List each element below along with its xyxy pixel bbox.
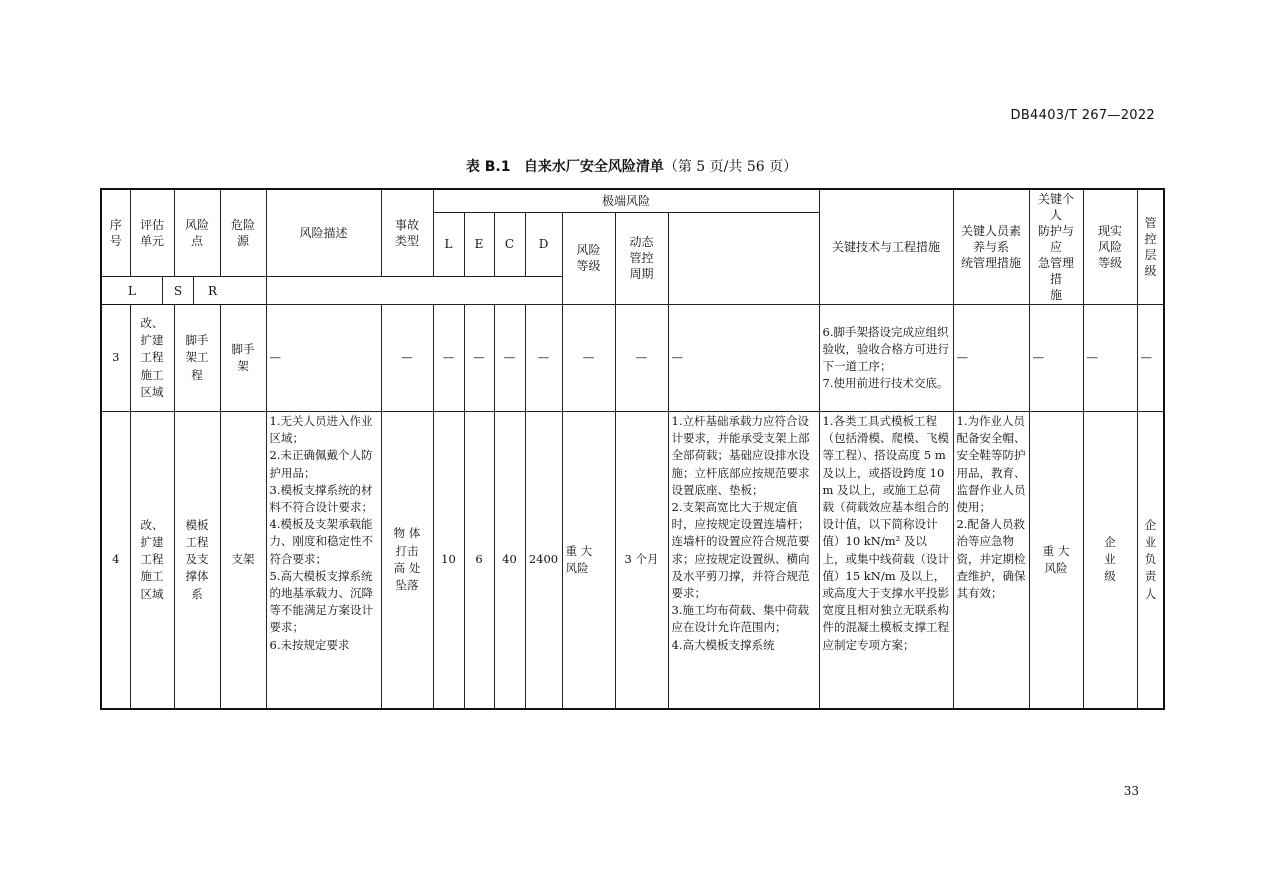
cell-accident-type: — (381, 305, 433, 412)
table-row (101, 412, 1164, 709)
cell-unit: 改、 扩建 工程 施工 区域 (130, 305, 174, 412)
cell-hazard: 支架 (220, 412, 266, 709)
cell-responsible: 企 业 负 责 人 (1137, 412, 1164, 709)
table-page-info: （第 5 页/共 56 页） (663, 159, 798, 175)
cell-personnel: 6.脚手架搭设完成应组织验收，验收合格方可进行下一道工序； 7.使用前进行技术交底。 (819, 305, 953, 412)
cell-L: — (433, 305, 464, 412)
header-E: E (464, 212, 494, 277)
header-tech-measures: 关键技术与工程措施 (819, 189, 953, 305)
cell-D: 2400 (525, 412, 562, 709)
cell-description: — (266, 305, 381, 412)
header-control-level: 管 控 层 级 (1137, 189, 1164, 305)
header-protection: 关键个人 防护与应 急管理措 施 (1029, 189, 1083, 305)
header-current-risk: 现实 风险 等级 (1083, 189, 1137, 305)
cell-C: — (494, 305, 525, 412)
header-extreme-risk: 极端风险 (433, 189, 819, 212)
cell-seq: 4 (101, 412, 130, 709)
cell-L: 10 (433, 412, 464, 709)
page-number: 33 (1123, 784, 1139, 798)
header-risk-level: 风险 等级 (562, 212, 615, 305)
cell-responsible: — (1137, 305, 1164, 412)
cell-protection: — (953, 305, 1029, 412)
table-title (0, 156, 1263, 176)
cell-risk-point: 模板 工程 及支 撑体 系 (174, 412, 220, 709)
cell-accident-type: 物 体 打击 高 处 坠落 (381, 412, 433, 709)
cell-control-level: 企 业 级 (1083, 412, 1137, 709)
header-control-cycle: 动态 管控 周期 (615, 212, 668, 305)
cell-risk-level: 重 大 风险 (562, 412, 615, 709)
cell-D: — (525, 305, 562, 412)
header-risk-point: 风险 点 (174, 189, 220, 277)
header-personnel: 关键人员素养与系 统管理措施 (953, 189, 1029, 305)
header-C: C (494, 212, 525, 277)
cell-E: — (464, 305, 494, 412)
table-label: 表 B.1 (465, 159, 511, 175)
header-accident-type: 事故 类型 (381, 189, 433, 277)
header-L: L (433, 212, 464, 277)
cell-tech-measures: 1.立杆基础承载力应符合设计要求，并能承受支架上部全部荷载；基础应设排水设施；立杆底部应按规范要求设置底座、垫板； 2.支架高宽比大于规定值时，应按规定设置连墙杆；连墙杆的设置应符合规范要求；应按规定设置纵、横向及水平剪刀撑，并符合规范要求； 3.施工均布荷载、集中荷载应在设计允许范围内； 4.高大模板支撑系统 (668, 412, 819, 709)
table-row (101, 305, 1164, 412)
header-D: D (525, 212, 562, 277)
cell-control-cycle: 3 个月 (615, 412, 668, 709)
cell-C: 40 (494, 412, 525, 709)
header-L2: L (102, 277, 163, 304)
cell-current-risk: — (1029, 305, 1083, 412)
cell-risk-level: — (562, 305, 615, 412)
header-hazard: 危险 源 (220, 189, 266, 277)
cell-description: 1.无关人员进入作业区域； 2.未正确佩戴个人防护用品； 3.模板支撑系统的材料不符合设计要求； 4.模板及支架承载能力、刚度和稳定性不符合要求； 5.高大模板支撑系统的地基承载力、沉降等不能满足方案设计要求； 6.未按规定要求 (266, 412, 381, 709)
header-unit: 评估 单元 (130, 189, 174, 277)
cell-seq: 3 (101, 305, 130, 412)
header-S: S (163, 277, 194, 304)
cell-E: 6 (464, 412, 494, 709)
cell-current-risk: 重 大 风险 (1029, 412, 1083, 709)
cell-unit: 改、 扩建 工程 施工 区域 (130, 412, 174, 709)
cell-tech-measures: — (668, 305, 819, 412)
table-name: 自来水厂安全风险清单 (523, 159, 664, 175)
header-description: 风险描述 (266, 189, 381, 277)
risk-table (100, 188, 1165, 710)
cell-risk-point: 脚手 架工 程 (174, 305, 220, 412)
cell-hazard: 脚手 架 (220, 305, 266, 412)
cell-personnel: 1.各类工具式模板工程（包括滑模、爬模、飞模等工程）、搭设高度 5 m 及以上，或搭设跨度 10 m 及以上，或施工总荷载（荷载效应基本组合的设计值，以下简称设计值）10 kN/m² 及以上，或集中线荷载（设计值）15 kN/m 及以上，或高度大于支撑水平投影宽度且相对独立无联系构件的混凝土模板支撑工程应制定专项方案； (819, 412, 953, 709)
cell-control-level: — (1083, 305, 1137, 412)
cell-protection: 1.为作业人员配备安全帽、安全鞋等防护用品，教育、监督作业人员使用； 2.配备人员救治等应急物资，并定期检查维护，确保其有效； (953, 412, 1029, 709)
header-seq: 序 号 (101, 189, 130, 277)
header-R: R (207, 283, 218, 298)
document-code: DB4403/T 267—2022 (1010, 108, 1155, 123)
cell-control-cycle: — (615, 305, 668, 412)
